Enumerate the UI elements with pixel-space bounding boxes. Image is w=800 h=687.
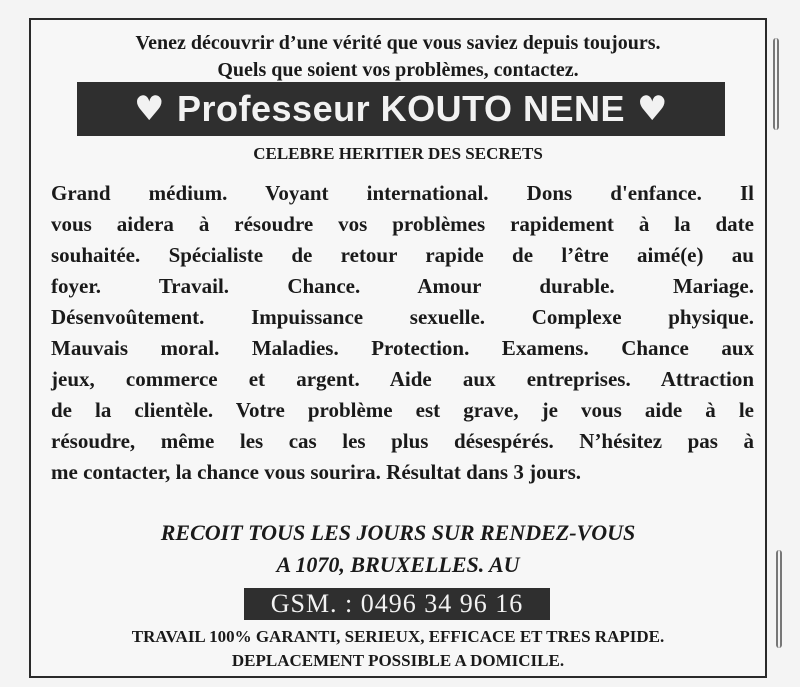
body-line: Mauvais moral. Maladies. Protection. Examens. Chance aux <box>51 336 754 360</box>
subtitle: CELEBRE HERITIER DES SECRETS <box>253 144 543 163</box>
staple-bottom <box>776 550 782 648</box>
body-line: me contacter, la chance vous sourira. Résultat dans 3 jours. <box>51 460 582 484</box>
appointment-line-2: A 1070, BRUXELLES. AU <box>276 552 520 577</box>
body-line: résoudre, même les cas les plus désespérés. N’hésitez pas à <box>51 429 754 453</box>
phone-number-badge: GSM. : 0496 34 96 16 <box>244 588 550 620</box>
professor-name: Professeur KOUTO NENE <box>177 88 625 129</box>
body-line: vous aidera à résoudre vos problèmes rapidement à la date <box>51 212 754 236</box>
body-line: souhaitée. Spécialiste de retour rapide de l’être aimé(e) au <box>51 243 754 267</box>
staple-top <box>773 38 779 130</box>
body-line: de la clientèle. Votre problème est grave, je vous aide à le <box>51 398 754 422</box>
intro-line-2: Quels que soient vos problèmes, contactez. <box>217 59 579 81</box>
heart-icon-left: ♥ <box>134 89 166 129</box>
body-line: foyer. Travail. Chance. Amour durable. Mariage. <box>51 274 754 298</box>
body-line: jeux, commerce et argent. Aide aux entreprises. Attraction <box>51 367 754 391</box>
footer-home-visit: DEPLACEMENT POSSIBLE A DOMICILE. <box>231 651 565 670</box>
footer-guarantee: TRAVAIL 100% GARANTI, SERIEUX, EFFICACE ET TRES RAPIDE. <box>131 627 665 646</box>
heart-icon-right: ♥ <box>636 89 668 129</box>
name-banner <box>77 82 725 136</box>
appointment-line-1: RECOIT TOUS LES JOURS SUR RENDEZ-VOUS <box>160 520 636 545</box>
body-line: Grand médium. Voyant international. Dons d'enfance. Il <box>51 181 754 205</box>
advertisement-box <box>29 18 767 678</box>
intro-line-1: Venez découvrir d’une vérité que vous saviez depuis toujours. <box>135 32 661 54</box>
body-line: Désenvoûtement. Impuissance sexuelle. Complexe physique. <box>51 305 754 329</box>
body-paragraph <box>51 178 754 488</box>
